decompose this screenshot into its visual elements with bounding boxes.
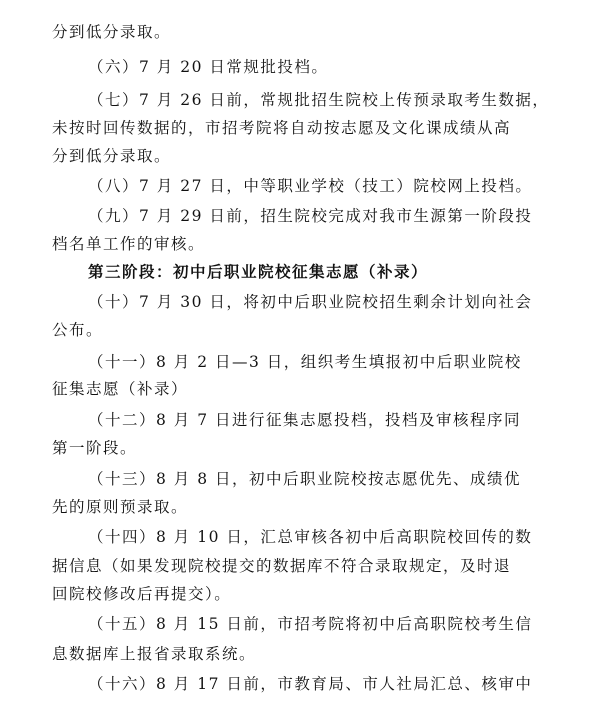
text-line: 第一阶段。 (52, 439, 138, 457)
text-line: （十三）8 月 8 日，初中后职业院校按志愿优先、成绩优 (88, 470, 522, 488)
text-line: 未按时回传数据的，市招考院将自动按志愿及文化课成绩从高 (52, 119, 512, 137)
text-line: （十）7 月 30 日，将初中后职业院校招生剩余计划向社会 (88, 293, 533, 311)
text-line: 息数据库上报省录取系统。 (52, 645, 257, 663)
text-line: （十五）8 月 15 日前，市招考院将初中后高职院校考生信 (88, 615, 533, 633)
text-line: 回院校修改后再提交）。 (52, 585, 232, 603)
text-line: 据信息（如果发现院校提交的数据库不符合录取规定，及时退 (52, 557, 512, 575)
text-line: 先的原则预录取。 (52, 498, 189, 516)
text-line: （十二）8 月 7 日进行征集志愿投档，投档及审核程序同 (88, 411, 522, 429)
text-line: （七）7 月 26 日前，常规批招生院校上传预录取考生数据， (88, 91, 550, 109)
text-line: （十六）8 月 17 日前，市教育局、市人社局汇总、核审中 (88, 675, 533, 693)
text-line: （十四）8 月 10 日，汇总审核各初中后高职院校回传的数 (88, 528, 533, 546)
text-line: （十一）8 月 2 日—3 日，组织考生填报初中后职业院校 (88, 353, 522, 371)
text-line: （六）7 月 20 日常规批投档。 (88, 58, 329, 76)
section-heading: 第三阶段：初中后职业院校征集志愿（补录） (88, 262, 429, 281)
text-line: 档名单工作的审核。 (52, 235, 206, 253)
text-line: 分到低分录取。 (52, 147, 172, 165)
text-line: 分到低分录取。 (52, 23, 172, 41)
text-line: （九）7 月 29 日前，招生院校完成对我市生源第一阶段投 (88, 207, 533, 225)
text-line: （八）7 月 27 日，中等职业学校（技工）院校网上投档。 (88, 177, 533, 195)
text-line: 公布。 (52, 321, 104, 339)
text-line: 征集志愿（补录） (52, 380, 189, 398)
